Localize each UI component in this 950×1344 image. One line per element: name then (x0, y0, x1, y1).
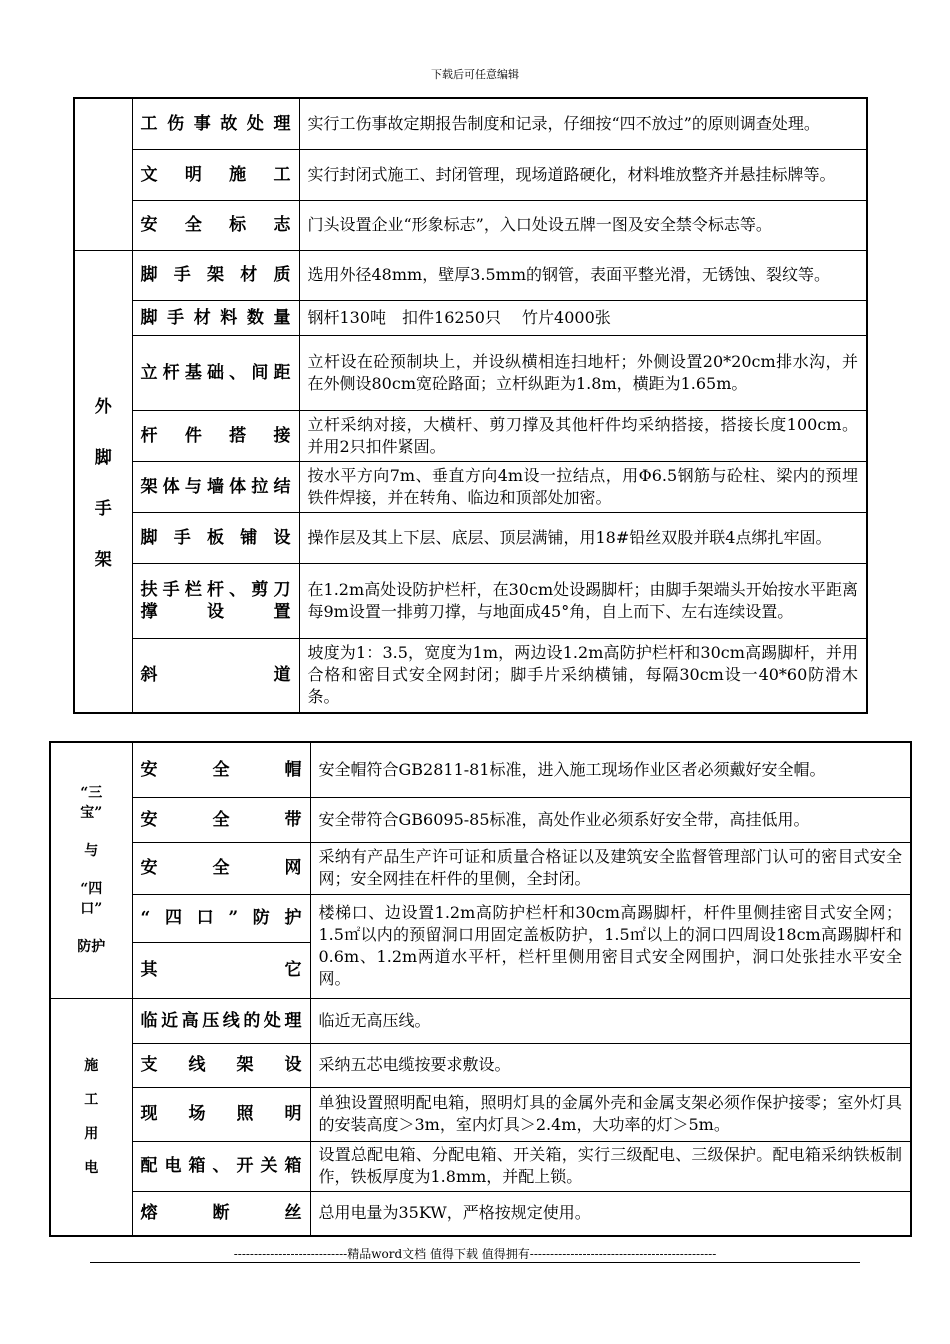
safety-table-2 (49, 741, 912, 1237)
item-cell: 文明施工 (132, 149, 299, 200)
category-line: “四 (80, 881, 103, 898)
table-row (50, 998, 911, 1043)
item-cell: “四口”防护 (132, 894, 310, 942)
table-row (50, 1043, 911, 1087)
item-cell: 熔断丝 (132, 1191, 310, 1236)
table-row (74, 149, 867, 200)
item-cell: 安全网 (132, 842, 310, 894)
category-char: 脚 (94, 448, 112, 469)
protection-category-cell (50, 742, 132, 998)
item-cell: 杆件搭接 (132, 410, 299, 461)
item-cell: 架体与墙体拉结 (132, 461, 299, 512)
item-cell: 斜道 (132, 638, 299, 713)
power-category-cell (50, 998, 132, 1236)
table-row (50, 1087, 911, 1141)
footer-divider (90, 1262, 860, 1263)
item-cell: 安全帽 (132, 742, 310, 797)
table-row (74, 461, 867, 512)
item-cell: 其它 (132, 942, 310, 998)
desc-cell: 安全帽符合GB2811-81标准，进入施工现场作业区者必须戴好安全帽。 (310, 742, 911, 797)
table-row (50, 1141, 911, 1191)
desc-cell: 安全带符合GB6095-85标准，高处作业必须系好安全带，高挂低用。 (310, 797, 911, 842)
page-header: 下载后可任意编辑 (431, 68, 519, 81)
desc-cell: 钢杆130吨 扣件16250只 竹片4000张 (299, 300, 867, 335)
item-line: 扶手栏杆、剪刀 (140, 579, 291, 600)
table-row (74, 200, 867, 250)
desc-cell: 设置总配电箱、分配电箱、开关箱，实行三级配电、三级保护。配电箱采纳铁板制作，铁板厚度为1.8mm，并配上锁。 (310, 1141, 911, 1191)
table-row (74, 512, 867, 563)
desc-cell: 实行工伤事故定期报告制度和记录，仔细按“四不放过”的原则调查处理。 (299, 98, 867, 149)
empty-category-cell (74, 98, 132, 250)
item-cell: 立杆基础、间距 (132, 335, 299, 410)
item-cell: 脚手材料数量 (132, 300, 299, 335)
desc-cell: 采纳有产品生产许可证和质量合格证以及建筑安全监督管理部门认可的密目式安全网；安全网挂在杆件的里侧，全封闭。 (310, 842, 911, 894)
desc-cell: 立杆设在砼预制块上，并设纵横相连扫地杆；外侧设置20*20cm排水沟，并在外侧设80cm宽砼路面；立杆纵距为1.8m，横距为1.65m。 (299, 335, 867, 410)
item-cell: 支线架设 (132, 1043, 310, 1087)
desc-cell: 按水平方向7m、垂直方向4m设一拉结点，用Φ6.5钢筋与砼柱、梁内的预埋铁件焊接，并在转角、临边和顶部处加密。 (299, 461, 867, 512)
table-row (50, 1191, 911, 1236)
category-line: 口” (80, 901, 103, 918)
table-row (74, 250, 867, 300)
item-line: 撑设置 (140, 601, 291, 622)
table-row (74, 335, 867, 410)
table-row (74, 98, 867, 149)
desc-cell: 楼梯口、边设置1.2m高防护栏杆和30cm高踢脚杆，杆件里侧挂密目式安全网；1.5㎡以内的预留洞口用固定盖板防护，1.5㎡以上的洞口四周设18cm高踢脚杆和0.6m、1.2m两道水平杆，栏杆里侧用密目式安全网围护，洞口处张挂水平安全网。 (310, 894, 911, 998)
category-line: 防护 (77, 939, 106, 956)
item-cell: 安全标志 (132, 200, 299, 250)
scaffold-category-cell (74, 250, 132, 713)
item-cell: 现场照明 (132, 1087, 310, 1141)
table-row (74, 300, 867, 335)
desc-cell: 总用电量为35KW，严格按规定使用。 (310, 1191, 911, 1236)
category-line: 电 (84, 1159, 99, 1176)
page-footer: ----------------------------精品word文档 值得下载 值得拥有---------------------------------------------- (233, 1247, 717, 1261)
item-cell: 安全带 (132, 797, 310, 842)
category-line: 用 (84, 1125, 99, 1142)
table-row (74, 410, 867, 461)
desc-cell: 在1.2m高处设防护栏杆，在30cm处设踢脚杆；由脚手架端头开始按水平距离每9m设置一排剪刀撑，与地面成45°角，自上而下、左右连续设置。 (299, 563, 867, 638)
desc-cell: 门头设置企业“形象标志”，入口处设五牌一图及安全禁令标志等。 (299, 200, 867, 250)
item-cell (132, 563, 299, 638)
desc-cell: 选用外径48mm，壁厚3.5mm的钢管，表面平整光滑，无锈蚀、裂纹等。 (299, 250, 867, 300)
item-cell: 工伤事故处理 (132, 98, 299, 149)
item-cell: 脚手板铺设 (132, 512, 299, 563)
safety-table-1 (73, 97, 868, 714)
table-row (50, 742, 911, 797)
desc-cell: 坡度为1：3.5，宽度为1m，两边设1.2m高防护栏杆和30cm高踢脚杆，并用合格和密目式安全网封闭；脚手片采纳横铺，每隔30cm设一40*60防滑木条。 (299, 638, 867, 713)
category-char: 手 (94, 499, 112, 520)
category-line: “三 (80, 785, 103, 802)
desc-cell: 实行封闭式施工、封闭管理，现场道路硬化，材料堆放整齐并悬挂标牌等。 (299, 149, 867, 200)
table-row (74, 638, 867, 713)
item-cell: 临近高压线的处理 (132, 998, 310, 1043)
desc-cell: 采纳五芯电缆按要求敷设。 (310, 1043, 911, 1087)
category-char: 外 (94, 397, 112, 418)
desc-cell: 操作层及其上下层、底层、顶层满铺，用18#铅丝双股并联4点绑扎牢固。 (299, 512, 867, 563)
category-char: 架 (94, 550, 112, 571)
desc-cell: 立杆采纳对接，大横杆、剪刀撑及其他杆件均采纳搭接，搭接长度100cm。并用2只扣件紧固。 (299, 410, 867, 461)
item-cell: 配电箱、开关箱 (132, 1141, 310, 1191)
table-row (50, 894, 911, 942)
desc-cell: 单独设置照明配电箱，照明灯具的金属外壳和金属支架必须作保护接零；室外灯具的安装高度＞3m，室内灯具＞2.4m，大功率的灯＞5m。 (310, 1087, 911, 1141)
category-line: 与 (84, 843, 99, 860)
category-line: 施 (84, 1057, 99, 1074)
item-cell: 脚手架材质 (132, 250, 299, 300)
category-line: 工 (84, 1091, 99, 1108)
table-row (50, 842, 911, 894)
table-row (50, 797, 911, 842)
table-row (74, 563, 867, 638)
desc-cell: 临近无高压线。 (310, 998, 911, 1043)
category-line: 宝” (80, 805, 103, 822)
